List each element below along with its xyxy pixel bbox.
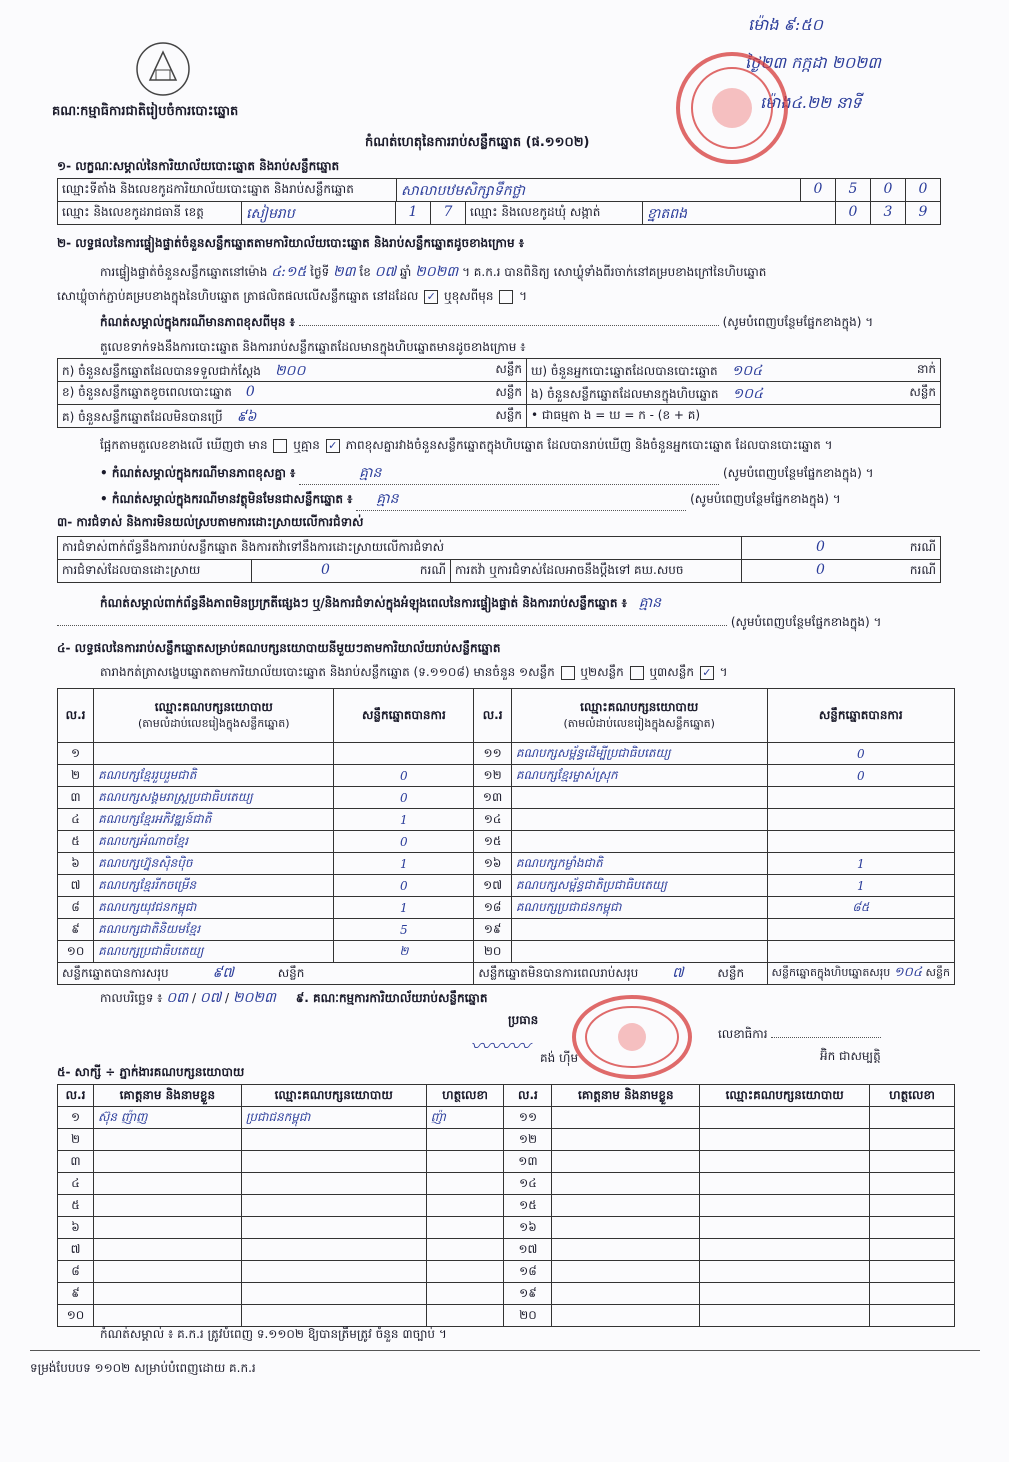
- section4-title: ៤- លទ្ធផលនៃការរាប់សន្លឹកឆ្នោតសម្រាប់គណបក្សនយោបាយនីមួយៗតាមការិយាល័យរាប់សន្លឹកឆ្នោត: [57, 641, 501, 655]
- witness-name: [552, 1217, 700, 1239]
- witness-signature: [870, 1107, 955, 1129]
- commune-label: ឈ្មោះ និងលេខកូដឃុំ សង្កាត់: [465, 201, 643, 225]
- party-row: [58, 897, 955, 919]
- party-no: ១៩: [474, 919, 512, 941]
- party-row: [58, 853, 955, 875]
- witness-row: [58, 1107, 955, 1129]
- party-name: គណបក្សប្រជាជនកម្ពុជា: [511, 897, 767, 919]
- party-no: ៥: [58, 831, 94, 853]
- different-checkbox[interactable]: [499, 290, 513, 304]
- witness-signature: [426, 1217, 504, 1239]
- comparison-line: ផ្អែកតាមតួលេខខាងលើ ឃើញថា មាន ឬគ្មាន ✓ ភាពខុសគ្នារវាងចំនួនសន្លឹកឆ្នោតក្នុងហិបឆ្នោត ដែលបានរាប់ឃើញ និងចំនួនអ្នកបោះឆ្នោត ដែលបានបោះឆ្នោត ។: [100, 438, 833, 452]
- party-votes: 0: [334, 787, 474, 809]
- witness-row: [58, 1173, 955, 1195]
- witness-name: [552, 1239, 700, 1261]
- chair-name: គង់ ហ៊ីម: [540, 1051, 579, 1065]
- party-votes: 1: [334, 809, 474, 831]
- witness-no: ១១: [504, 1107, 552, 1129]
- row-d-label: ឃ) ចំនួនអ្នកបោះឆ្នោតដែលបានបោះឆ្នោត ១០៤ នាក់: [526, 358, 941, 382]
- witness-name: [552, 1129, 700, 1151]
- witness-no: ២: [58, 1129, 94, 1151]
- witness-col-party: ឈ្មោះគណបក្សនយោបាយ: [241, 1085, 426, 1107]
- witness-signature: [426, 1195, 504, 1217]
- party-no: ៩: [58, 919, 94, 941]
- party-no: ១១: [474, 743, 512, 765]
- witness-row: [58, 1195, 955, 1217]
- col-no: ល.រ: [58, 689, 94, 743]
- party-votes: 1: [334, 897, 474, 919]
- party-name: គណបក្សប្រជាធិបតេយ្យ: [94, 941, 334, 963]
- formula-note: • ជាធម្មតា ង = ឃ = ក - (ខ + គ): [526, 404, 941, 428]
- witness-signature: [870, 1151, 955, 1173]
- secretary-name: អ៊ិក ជាសម្បត្តិ: [820, 1049, 881, 1063]
- witness-no: ១២: [504, 1129, 552, 1151]
- party-no: ៧: [58, 875, 94, 897]
- witness-name: [552, 1195, 700, 1217]
- witness-signature: [870, 1283, 955, 1305]
- row-a-label: ក) ចំនួនសន្លឹកឆ្នោតដែលបានទទួលជាក់ស្ដែង ២០០ សន្លឹក: [57, 358, 527, 382]
- commune-code-3: 9: [905, 201, 941, 225]
- party-name: គណបក្សជាតិនិយមខ្មែរ: [94, 919, 334, 941]
- witness-party: [241, 1151, 426, 1173]
- witness-col-no: ល.រ: [58, 1085, 94, 1107]
- party-results-table: [57, 688, 955, 985]
- witness-name: [93, 1173, 241, 1195]
- difference-note: កំណត់សម្គាល់ក្នុងករណីមានភាពខុសពីមុន ៖ (សូមបំពេញបន្ថែមផ្នែកខាងក្នុង) ។: [100, 315, 874, 329]
- province-label: ឈ្មោះ និងលេខកូដរាជធានី ខេត្ត: [57, 201, 242, 225]
- party-row: [58, 765, 955, 787]
- witness-name: [93, 1217, 241, 1239]
- party-name: [511, 941, 767, 963]
- witness-signature: [426, 1283, 504, 1305]
- form-title: កំណត់ហេតុនៃការរាប់សន្លឹកឆ្នោត (ផ.១១០២): [365, 135, 590, 150]
- party-name: គណបក្សអំណាចខ្មែរ: [94, 831, 334, 853]
- witness-party: [241, 1283, 426, 1305]
- party-row: [58, 787, 955, 809]
- witness-party: [241, 1261, 426, 1283]
- party-votes: [767, 831, 954, 853]
- witness-no: ១៧: [504, 1239, 552, 1261]
- has-difference-checkbox[interactable]: [273, 439, 287, 453]
- witness-signature: ញ៉ា: [426, 1107, 504, 1129]
- witness-name: [93, 1261, 241, 1283]
- witness-row: [58, 1151, 955, 1173]
- party-votes: ២: [334, 941, 474, 963]
- party-votes: ៨៥: [767, 897, 954, 919]
- witness-name: [93, 1129, 241, 1151]
- party-votes: [767, 941, 954, 963]
- witness-name: [93, 1283, 241, 1305]
- witness-party: [700, 1129, 870, 1151]
- party-name: [94, 743, 334, 765]
- objection-label: ការជំទាស់ពាក់ព័ន្ធនឹងការរាប់សន្លឹកឆ្នោត និងការតវ៉ាទៅនឹងការដោះស្រាយលើការជំទាស់: [57, 536, 742, 560]
- witness-party: [700, 1239, 870, 1261]
- witness-no: ៧: [58, 1239, 94, 1261]
- witness-signature: [870, 1173, 955, 1195]
- emblem-icon: [132, 40, 194, 98]
- row-e-label: ង) ចំនួនសន្លឹកឆ្នោតដែលមានក្នុងហិបឆ្នោត ១០៤ សន្លឹក: [526, 381, 941, 405]
- foreign-object-remark: • កំណត់សម្គាល់ក្នុងករណីមានវត្ថុមិនមែនជាសន្លឹកឆ្នោត ៖ គ្មាន (សូមបំពេញបន្ថែមផ្នែកខាងក្នុង) ។: [100, 489, 841, 511]
- party-name: គណបក្សខ្មែររីកចម្រើន: [94, 875, 334, 897]
- party-row: [58, 743, 955, 765]
- witness-name: [93, 1305, 241, 1327]
- party-votes: 1: [334, 853, 474, 875]
- party-row: [58, 875, 955, 897]
- party-no: ១២: [474, 765, 512, 787]
- witness-party: [700, 1261, 870, 1283]
- three-sheet-checkbox[interactable]: ✓: [700, 666, 714, 680]
- party-votes: 0: [334, 831, 474, 853]
- witness-no: ១៤: [504, 1173, 552, 1195]
- objection-value: 0 ករណី: [741, 536, 941, 560]
- two-sheet-checkbox[interactable]: [630, 666, 644, 680]
- party-votes: 0: [334, 765, 474, 787]
- province-code-1: 1: [395, 201, 431, 225]
- party-name: [511, 787, 767, 809]
- witness-name: [552, 1305, 700, 1327]
- witness-signature: [870, 1195, 955, 1217]
- witness-no: ៣: [58, 1151, 94, 1173]
- location-code-3: 0: [870, 178, 906, 202]
- witness-party: [700, 1173, 870, 1195]
- footnote: កំណត់សម្គាល់ ៖ គ.ក.រ ត្រូវបំពេញ ទ.១១០២ ឱ្យបានត្រឹមត្រូវ ចំនួន ៣ច្បាប់ ។: [100, 1327, 447, 1341]
- party-name: គណបក្សយុវជនកម្ពុជា: [94, 897, 334, 919]
- witness-party: [241, 1239, 426, 1261]
- total-valid: សន្លឹកឆ្នោតបានការសរុប ៩៧ សន្លឹក: [58, 963, 474, 985]
- witness-table: [57, 1084, 955, 1327]
- witness-name: [552, 1283, 700, 1305]
- witness-no: ១៩: [504, 1283, 552, 1305]
- witness-no: ១: [58, 1107, 94, 1129]
- commune-code-2: 3: [870, 201, 906, 225]
- witness-party: [700, 1151, 870, 1173]
- secretary-label: លេខាធិការ: [718, 1026, 881, 1044]
- witness-party: [241, 1129, 426, 1151]
- witness-no: ៩: [58, 1283, 94, 1305]
- witness-no: ៦: [58, 1217, 94, 1239]
- date-line: កាលបរិច្ឆេទ ៖ ០៣ / ០៧ / ២០២៣ ៩. គណៈកម្មការការិយាល័យរាប់សន្លឹកឆ្នោត: [100, 990, 488, 1006]
- witness-party: [241, 1305, 426, 1327]
- witness-party: [700, 1195, 870, 1217]
- witness-no: ២០: [504, 1305, 552, 1327]
- witness-col-sig: ហត្ថលេខា: [426, 1085, 504, 1107]
- resolved-label: ការជំទាស់ដែលបានដោះស្រាយ: [57, 559, 252, 583]
- party-no: ១៦: [474, 853, 512, 875]
- witness-signature: [426, 1129, 504, 1151]
- party-votes: 1: [767, 875, 954, 897]
- witness-no: ១៨: [504, 1261, 552, 1283]
- total-invalid: សន្លឹកឆ្នោតមិនបានការពេលរាប់សរុប ៧ សន្លឹក: [474, 963, 767, 985]
- commune-value: ខ្នាតពង: [642, 201, 836, 225]
- party-no: ១៧: [474, 875, 512, 897]
- party-votes: [767, 809, 954, 831]
- witness-row: [58, 1261, 955, 1283]
- witness-col-party-right: ឈ្មោះគណបក្សនយោបាយ: [700, 1085, 870, 1107]
- official-stamp-bottom: [572, 995, 692, 1079]
- witness-col-no-right: ល.រ: [504, 1085, 552, 1107]
- witness-no: ១០: [58, 1305, 94, 1327]
- party-no: ៨: [58, 897, 94, 919]
- party-no: ១០: [58, 941, 94, 963]
- witness-party: ប្រជាជនកម្ពុជា: [241, 1107, 426, 1129]
- difference-remark: • កំណត់សម្គាល់ក្នុងករណីមានភាពខុសគ្នា ៖ គ្មាន (សូមបំពេញបន្ថែមផ្នែកខាងក្នុង) ។: [100, 463, 874, 485]
- province-value: សៀមរាប: [241, 201, 396, 225]
- witness-no: ៥: [58, 1195, 94, 1217]
- witness-signature: [426, 1261, 504, 1283]
- party-votes: 1: [767, 853, 954, 875]
- witness-col-name: គោត្តនាម និងនាមខ្លួន: [93, 1085, 241, 1107]
- row-c-label: គ) ចំនួនសន្លឹកឆ្នោតដែលមិនបានប្រើ ៩៦ សន្លឹក: [57, 404, 527, 428]
- party-no: ២: [58, 765, 94, 787]
- party-votes: [767, 787, 954, 809]
- same-checkbox[interactable]: ✓: [424, 290, 438, 304]
- party-votes: [334, 743, 474, 765]
- verification-time: ៤:១៥: [271, 264, 307, 280]
- official-stamp-top: [676, 52, 788, 164]
- chair-label: ប្រធាន: [508, 1013, 539, 1027]
- witness-row: [58, 1305, 955, 1327]
- witness-signature: [426, 1173, 504, 1195]
- row-b-label: ខ) ចំនួនសន្លឹកឆ្នោតខូចពេលបោះឆ្នោត 0 សន្លឹក: [57, 381, 527, 405]
- witness-col-name-right: គោត្តនាម និងនាមខ្លួន: [552, 1085, 700, 1107]
- no-difference-checkbox[interactable]: ✓: [326, 439, 340, 453]
- witness-signature: [426, 1305, 504, 1327]
- witness-signature: [870, 1217, 955, 1239]
- col-party-right: ឈ្មោះគណបក្សនយោបាយ (តាមលំដាប់លេខរៀងក្នុងសន្លឹកឆ្នោត): [511, 689, 767, 743]
- witness-name: ស៊ុន ញ៉ាញ: [93, 1107, 241, 1129]
- party-name: គណបក្សសម្ព័ន្ធជាតិប្រជាធិបតេយ្យ: [511, 875, 767, 897]
- party-no: ៤: [58, 809, 94, 831]
- witness-signature: [870, 1305, 955, 1327]
- section3-title: ៣- ការជំទាស់ និងការមិនយល់ស្របតាមការដោះស្រាយលើការជំទាស់: [57, 515, 364, 529]
- witness-row: [58, 1239, 955, 1261]
- party-name: គណបក្សខ្មែរអភិវឌ្ឍន៍ជាតិ: [94, 809, 334, 831]
- party-votes: 0: [767, 765, 954, 787]
- party-row: [58, 831, 955, 853]
- party-no: ៣: [58, 787, 94, 809]
- irregularity-fill: (សូមបំពេញបន្ថែមផ្នែកខាងក្នុង) ។: [57, 614, 881, 632]
- section5-title: ៥- សាក្សី ÷ ភ្នាក់ងារគណបក្សនយោបាយ: [57, 1065, 245, 1079]
- witness-no: ១៦: [504, 1217, 552, 1239]
- one-sheet-checkbox[interactable]: [561, 666, 575, 680]
- verification-month: ០៧: [374, 264, 397, 280]
- location-code-2: 5: [835, 178, 871, 202]
- witness-party: [241, 1217, 426, 1239]
- party-name: [511, 919, 767, 941]
- witness-no: ១៣: [504, 1151, 552, 1173]
- witness-name: [93, 1239, 241, 1261]
- party-name: [511, 809, 767, 831]
- party-votes: 5: [334, 919, 474, 941]
- chair-signature: 〰〰〰: [470, 1034, 530, 1058]
- witness-signature: [870, 1239, 955, 1261]
- witness-name: [93, 1151, 241, 1173]
- witness-row: [58, 1217, 955, 1239]
- party-votes: [767, 919, 954, 941]
- party-no: ១៥: [474, 831, 512, 853]
- commune-code-1: 0: [835, 201, 871, 225]
- party-name: គណបក្សកម្លាំងជាតិ: [511, 853, 767, 875]
- witness-name: [552, 1261, 700, 1283]
- section1-title: ១- លក្ខណៈសម្គាល់នៃការិយាល័យបោះឆ្នោត និងរាប់សន្លឹកឆ្នោត: [57, 159, 340, 173]
- irregularity-note: កំណត់សម្គាល់ពាក់ព័ន្ធនឹងភាពមិនប្រក្រតីផ្សេងៗ ឬ/និងការជំទាស់ក្នុងអំឡុងពេលនៃការផ្ទៀងផ្ទាត់ និងការរាប់សន្លឹកឆ្នោត ៖ គ្មាន: [100, 595, 661, 611]
- handwritten-note-2: ថ្ងៃ២៣ កក្កដា ២០២៣: [745, 53, 881, 72]
- location-value: សាលាបឋមសិក្សាទឹកថ្លា: [396, 178, 801, 202]
- party-name: [511, 831, 767, 853]
- party-no: ២០: [474, 941, 512, 963]
- witness-name: [552, 1173, 700, 1195]
- witness-party: [700, 1283, 870, 1305]
- org-name: គណៈកម្មាធិការជាតិរៀបចំការបោះឆ្នោត: [52, 104, 239, 119]
- party-name: គណបក្សហ្វ៊ុនស៊ិនប៉ិច: [94, 853, 334, 875]
- party-name: គណបក្សខ្មែរម្ចាស់ស្រុក: [511, 765, 767, 787]
- witness-name: [93, 1195, 241, 1217]
- party-row: [58, 919, 955, 941]
- witness-signature: [870, 1261, 955, 1283]
- witness-signature: [426, 1151, 504, 1173]
- witness-party: [700, 1217, 870, 1239]
- appeal-label: ការតវ៉ា ឬការជំទាស់ដែលអាចនឹងប្ដឹងទៅ គឃ.សបច: [450, 559, 742, 583]
- col-votes-right: សន្លឹកឆ្នោតបានការ: [767, 689, 954, 743]
- witness-col-sig-right: ហត្ថលេខា: [870, 1085, 955, 1107]
- verification-day: ២៣: [333, 264, 356, 280]
- verification-line-2: សោឃ្លុំចាក់ភ្ជាប់គម្របខាងក្នុងនៃហិបឆ្នោត ត្រាផលិតផលលើសន្លឹកឆ្នោត នៅដដែល ✓ ឬខុសពីមុន ។: [57, 289, 528, 303]
- location-code-1: 0: [800, 178, 836, 202]
- party-no: ១: [58, 743, 94, 765]
- party-no: ១៨: [474, 897, 512, 919]
- party-row: [58, 809, 955, 831]
- witness-no: ៨: [58, 1261, 94, 1283]
- appeal-value: 0 ករណី: [741, 559, 941, 583]
- witness-name: [552, 1107, 700, 1129]
- handwritten-note-1: ម៉ោង ៩:៥០: [748, 15, 823, 34]
- witness-signature: [870, 1129, 955, 1151]
- party-no: ១៤: [474, 809, 512, 831]
- province-code-2: 7: [430, 201, 466, 225]
- verification-line-1: ការផ្ទៀងផ្ទាត់ចំនួនសន្លឹកឆ្នោតនៅម៉ោង ៤:១៥ ថ្ងៃទី ២៣ ខែ ០៧ ឆ្នាំ ២០២៣ ។ គ.ក.រ បានពិនិត្យ សោឃ្លុំទាំងពីរចាក់នៅគម្របខាងក្រៅនៃហិបឆ្នោត: [100, 264, 767, 280]
- form-code: ទម្រង់បែបបទ ១១០២ សម្រាប់បំពេញដោយ គ.ក.រ: [30, 1361, 256, 1375]
- section2-title: ២- លទ្ធផលនៃការផ្ទៀងផ្ទាត់ចំនួនសន្លឹកឆ្នោតតាមការិយាល័យបោះឆ្នោត និងរាប់សន្លឹកឆ្នោតដូចខាងក្រោម ៖: [57, 236, 525, 250]
- summary-sheet-line: តារាងកត់ត្រាសង្ខេបឆ្នោតតាមការិយាល័យបោះឆ្នោត និងរាប់សន្លឹកឆ្នោត (ទ.១១០៨) មានចំនួន ១សន្លឹក ឬ២សន្លឹក ឬ៣សន្លឹក ✓ ។: [100, 665, 728, 679]
- party-name: គណបក្សសម្ព័ន្ធដើម្បីប្រជាធិបតេយ្យ: [511, 743, 767, 765]
- party-row: [58, 941, 955, 963]
- witness-party: [700, 1107, 870, 1129]
- verification-year: ២០២៣: [415, 264, 459, 280]
- witness-name: [552, 1151, 700, 1173]
- party-name: គណបក្សខ្មែររួបរួមជាតិ: [94, 765, 334, 787]
- ballot-intro: តួលេខទាក់ទងនឹងការបោះឆ្នោត និងការរាប់សន្លឹកឆ្នោតដែលមានក្នុងហិបឆ្នោតមានដូចខាងក្រោម ៖: [100, 340, 526, 354]
- handwritten-note-3: ម៉ោង៤.២២ នាទី: [760, 93, 862, 112]
- party-no: ៦: [58, 853, 94, 875]
- witness-row: [58, 1129, 955, 1151]
- location-label: ឈ្មោះទីតាំង និងលេខកូដការិយាល័យបោះឆ្នោត និងរាប់សន្លឹកឆ្នោត: [57, 178, 397, 202]
- witness-row: [58, 1283, 955, 1305]
- col-votes: សន្លឹកឆ្នោតបានការ: [334, 689, 474, 743]
- col-no-right: ល.រ: [474, 689, 512, 743]
- witness-party: [241, 1195, 426, 1217]
- party-votes: 0: [767, 743, 954, 765]
- party-name: គណបក្សសង្គមរាស្ត្រប្រជាធិបតេយ្យ: [94, 787, 334, 809]
- total-in-box: សន្លឹកឆ្នោតក្នុងហិបឆ្នោតសរុប ១០៤ សន្លឹក: [767, 963, 954, 985]
- witness-no: ១៥: [504, 1195, 552, 1217]
- col-party: ឈ្មោះគណបក្សនយោបាយ (តាមលំដាប់លេខរៀងក្នុងសន្លឹកឆ្នោត): [94, 689, 334, 743]
- witness-party: [241, 1173, 426, 1195]
- party-no: ១៣: [474, 787, 512, 809]
- location-code-4: 0: [905, 178, 941, 202]
- resolved-value: 0 ករណី: [251, 559, 451, 583]
- party-votes: 0: [334, 875, 474, 897]
- witness-party: [700, 1305, 870, 1327]
- witness-signature: [426, 1239, 504, 1261]
- witness-no: ៤: [58, 1173, 94, 1195]
